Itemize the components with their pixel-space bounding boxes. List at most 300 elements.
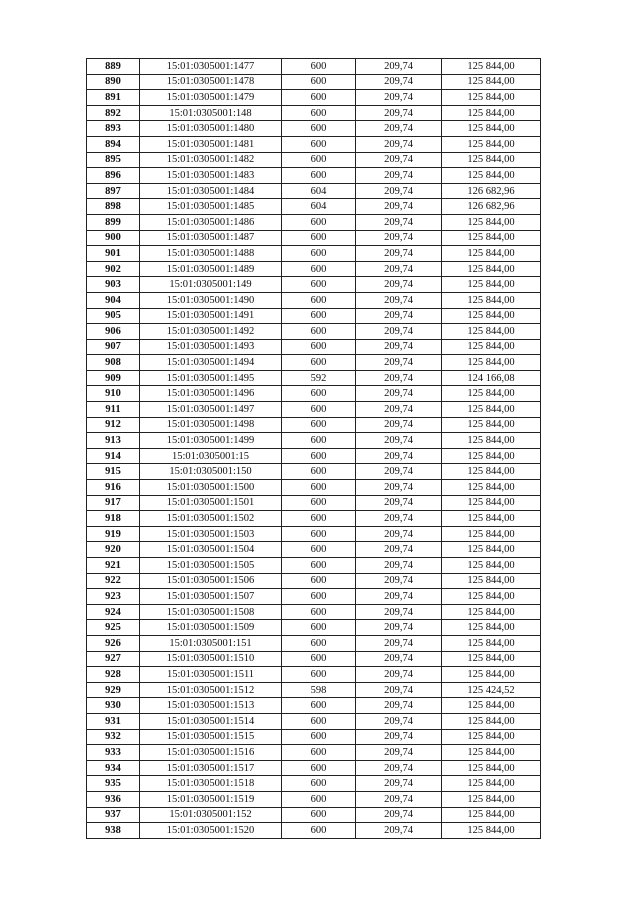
- area-value: 600: [282, 511, 356, 527]
- rate-value: 209,74: [356, 604, 442, 620]
- row-number: 899: [87, 214, 140, 230]
- cadastral-number: 15:01:0305001:1506: [140, 573, 282, 589]
- row-number: 919: [87, 526, 140, 542]
- cadastral-number: 15:01:0305001:1510: [140, 651, 282, 667]
- cost-value: 125 844,00: [442, 121, 541, 137]
- cadastral-number: 15:01:0305001:1486: [140, 214, 282, 230]
- row-number: 927: [87, 651, 140, 667]
- table-row: [87, 604, 541, 620]
- area-value: 600: [282, 74, 356, 90]
- area-value: 600: [282, 448, 356, 464]
- row-number: 901: [87, 246, 140, 262]
- table-row: [87, 199, 541, 215]
- cost-value: 125 844,00: [442, 230, 541, 246]
- table-row: [87, 542, 541, 558]
- rate-value: 209,74: [356, 105, 442, 121]
- row-number: 894: [87, 136, 140, 152]
- table-row: [87, 526, 541, 542]
- area-value: 600: [282, 417, 356, 433]
- cost-value: 125 844,00: [442, 464, 541, 480]
- row-number: 916: [87, 480, 140, 496]
- cost-value: 125 844,00: [442, 542, 541, 558]
- table-row: [87, 152, 541, 168]
- rate-value: 209,74: [356, 573, 442, 589]
- cost-value: 125 844,00: [442, 776, 541, 792]
- cadastral-number: 15:01:0305001:1499: [140, 433, 282, 449]
- rate-value: 209,74: [356, 760, 442, 776]
- area-value: 600: [282, 589, 356, 605]
- cost-value: 125 844,00: [442, 511, 541, 527]
- area-value: 600: [282, 464, 356, 480]
- cadastral-number: 15:01:0305001:1509: [140, 620, 282, 636]
- row-number: 890: [87, 74, 140, 90]
- cadastral-number: 15:01:0305001:1484: [140, 183, 282, 199]
- cadastral-number: 15:01:0305001:1477: [140, 59, 282, 75]
- rate-value: 209,74: [356, 59, 442, 75]
- cadastral-number: 15:01:0305001:150: [140, 464, 282, 480]
- cost-value: 125 844,00: [442, 526, 541, 542]
- rate-value: 209,74: [356, 417, 442, 433]
- rate-value: 209,74: [356, 152, 442, 168]
- cadastral-number: 15:01:0305001:1481: [140, 136, 282, 152]
- cadastral-number: 15:01:0305001:1497: [140, 402, 282, 418]
- rate-value: 209,74: [356, 292, 442, 308]
- cost-value: 125 844,00: [442, 214, 541, 230]
- row-number: 921: [87, 558, 140, 574]
- row-number: 896: [87, 168, 140, 184]
- cost-value: 125 844,00: [442, 339, 541, 355]
- area-value: 600: [282, 745, 356, 761]
- cost-value: 125 844,00: [442, 386, 541, 402]
- row-number: 893: [87, 121, 140, 137]
- row-number: 932: [87, 729, 140, 745]
- row-number: 937: [87, 807, 140, 823]
- area-value: 600: [282, 324, 356, 340]
- area-value: 600: [282, 246, 356, 262]
- area-value: 600: [282, 59, 356, 75]
- table-row: [87, 791, 541, 807]
- rate-value: 209,74: [356, 448, 442, 464]
- row-number: 900: [87, 230, 140, 246]
- row-number: 891: [87, 90, 140, 106]
- area-value: 604: [282, 199, 356, 215]
- cadastral-number: 15:01:0305001:1516: [140, 745, 282, 761]
- table-row: [87, 495, 541, 511]
- area-value: 600: [282, 651, 356, 667]
- cost-value: 125 844,00: [442, 635, 541, 651]
- cost-value: 125 844,00: [442, 324, 541, 340]
- cadastral-number: 15:01:0305001:1490: [140, 292, 282, 308]
- area-value: 600: [282, 105, 356, 121]
- rate-value: 209,74: [356, 402, 442, 418]
- rate-value: 209,74: [356, 339, 442, 355]
- rate-value: 209,74: [356, 386, 442, 402]
- rate-value: 209,74: [356, 214, 442, 230]
- table-row: [87, 667, 541, 683]
- table-row: [87, 589, 541, 605]
- row-number: 902: [87, 261, 140, 277]
- cadastral-number: 15:01:0305001:1494: [140, 355, 282, 371]
- cost-value: 126 682,96: [442, 183, 541, 199]
- table-row: [87, 74, 541, 90]
- area-value: 600: [282, 308, 356, 324]
- area-value: 592: [282, 370, 356, 386]
- cadastral-number: 15:01:0305001:1505: [140, 558, 282, 574]
- table-row: [87, 558, 541, 574]
- table-row: [87, 355, 541, 371]
- table-row: [87, 121, 541, 137]
- cost-value: 125 844,00: [442, 292, 541, 308]
- table-row: [87, 214, 541, 230]
- cost-value: 125 844,00: [442, 90, 541, 106]
- row-number: 928: [87, 667, 140, 683]
- area-value: 600: [282, 292, 356, 308]
- rate-value: 209,74: [356, 558, 442, 574]
- row-number: 931: [87, 713, 140, 729]
- cost-value: 125 844,00: [442, 558, 541, 574]
- cost-value: 125 844,00: [442, 152, 541, 168]
- row-number: 904: [87, 292, 140, 308]
- rate-value: 209,74: [356, 729, 442, 745]
- row-number: 925: [87, 620, 140, 636]
- cost-value: 125 844,00: [442, 791, 541, 807]
- area-value: 600: [282, 667, 356, 683]
- rate-value: 209,74: [356, 136, 442, 152]
- table-row: [87, 464, 541, 480]
- area-value: 600: [282, 635, 356, 651]
- row-number: 923: [87, 589, 140, 605]
- cost-value: 125 844,00: [442, 448, 541, 464]
- table-row: [87, 823, 541, 839]
- table-row: [87, 339, 541, 355]
- rate-value: 209,74: [356, 651, 442, 667]
- area-value: 604: [282, 183, 356, 199]
- area-value: 600: [282, 620, 356, 636]
- cadastral-number: 15:01:0305001:1479: [140, 90, 282, 106]
- row-number: 920: [87, 542, 140, 558]
- cost-value: 125 844,00: [442, 417, 541, 433]
- area-value: 600: [282, 791, 356, 807]
- area-value: 600: [282, 230, 356, 246]
- cost-value: 125 844,00: [442, 495, 541, 511]
- table-row: [87, 402, 541, 418]
- cadastral-number: 15:01:0305001:1491: [140, 308, 282, 324]
- table-row: [87, 370, 541, 386]
- row-number: 897: [87, 183, 140, 199]
- row-number: 926: [87, 635, 140, 651]
- rate-value: 209,74: [356, 464, 442, 480]
- rate-value: 209,74: [356, 370, 442, 386]
- table-row: [87, 682, 541, 698]
- row-number: 910: [87, 386, 140, 402]
- cadastral-number: 15:01:0305001:1513: [140, 698, 282, 714]
- rate-value: 209,74: [356, 698, 442, 714]
- area-value: 600: [282, 277, 356, 293]
- area-value: 600: [282, 760, 356, 776]
- cadastral-number: 15:01:0305001:1519: [140, 791, 282, 807]
- cadastral-number: 15:01:0305001:1478: [140, 74, 282, 90]
- table-row: [87, 635, 541, 651]
- rate-value: 209,74: [356, 355, 442, 371]
- cost-value: 125 844,00: [442, 402, 541, 418]
- row-number: 895: [87, 152, 140, 168]
- cadastral-number: 15:01:0305001:1517: [140, 760, 282, 776]
- table-row: [87, 807, 541, 823]
- table-row: [87, 417, 541, 433]
- cadastral-number: 15:01:0305001:1493: [140, 339, 282, 355]
- rate-value: 209,74: [356, 168, 442, 184]
- table-row: [87, 448, 541, 464]
- rate-value: 209,74: [356, 823, 442, 839]
- cadastral-number: 15:01:0305001:1489: [140, 261, 282, 277]
- cost-value: 125 844,00: [442, 136, 541, 152]
- area-value: 598: [282, 682, 356, 698]
- table-row: [87, 230, 541, 246]
- cost-value: 125 844,00: [442, 59, 541, 75]
- cost-value: 125 844,00: [442, 651, 541, 667]
- rate-value: 209,74: [356, 246, 442, 262]
- cost-value: 125 844,00: [442, 433, 541, 449]
- rate-value: 209,74: [356, 713, 442, 729]
- table-row: [87, 713, 541, 729]
- cadastral-number: 15:01:0305001:1512: [140, 682, 282, 698]
- row-number: 922: [87, 573, 140, 589]
- rate-value: 209,74: [356, 121, 442, 137]
- area-value: 600: [282, 823, 356, 839]
- cost-value: 125 844,00: [442, 261, 541, 277]
- row-number: 934: [87, 760, 140, 776]
- rate-value: 209,74: [356, 807, 442, 823]
- table-row: [87, 168, 541, 184]
- rate-value: 209,74: [356, 526, 442, 542]
- rate-value: 209,74: [356, 480, 442, 496]
- cost-value: 125 844,00: [442, 698, 541, 714]
- rate-value: 209,74: [356, 261, 442, 277]
- table-row: [87, 136, 541, 152]
- cadastral-number: 15:01:0305001:152: [140, 807, 282, 823]
- row-number: 908: [87, 355, 140, 371]
- row-number: 924: [87, 604, 140, 620]
- table-row: [87, 573, 541, 589]
- cost-value: 125 844,00: [442, 168, 541, 184]
- cadastral-number: 15:01:0305001:1503: [140, 526, 282, 542]
- cadastral-number: 15:01:0305001:1496: [140, 386, 282, 402]
- rate-value: 209,74: [356, 183, 442, 199]
- cost-value: 125 844,00: [442, 308, 541, 324]
- cadastral-number: 15:01:0305001:1492: [140, 324, 282, 340]
- cadastral-number: 15:01:0305001:1502: [140, 511, 282, 527]
- cadastral-number: 15:01:0305001:1487: [140, 230, 282, 246]
- rate-value: 209,74: [356, 589, 442, 605]
- row-number: 913: [87, 433, 140, 449]
- area-value: 600: [282, 713, 356, 729]
- table-row: [87, 760, 541, 776]
- row-number: 935: [87, 776, 140, 792]
- cadastral-number: 15:01:0305001:1488: [140, 246, 282, 262]
- cost-value: 125 844,00: [442, 620, 541, 636]
- row-number: 914: [87, 448, 140, 464]
- table-row: [87, 776, 541, 792]
- table-row: [87, 729, 541, 745]
- cadastral-number: 15:01:0305001:1507: [140, 589, 282, 605]
- row-number: 898: [87, 199, 140, 215]
- row-number: 903: [87, 277, 140, 293]
- rate-value: 209,74: [356, 230, 442, 246]
- row-number: 905: [87, 308, 140, 324]
- cost-value: 125 424,52: [442, 682, 541, 698]
- rate-value: 209,74: [356, 542, 442, 558]
- cadastral-number: 15:01:0305001:1500: [140, 480, 282, 496]
- area-value: 600: [282, 573, 356, 589]
- area-value: 600: [282, 480, 356, 496]
- area-value: 600: [282, 729, 356, 745]
- cadastral-number: 15:01:0305001:1518: [140, 776, 282, 792]
- cost-value: 125 844,00: [442, 729, 541, 745]
- table-row: [87, 511, 541, 527]
- row-number: 907: [87, 339, 140, 355]
- cost-value: 124 166,08: [442, 370, 541, 386]
- table-row: [87, 292, 541, 308]
- area-value: 600: [282, 604, 356, 620]
- cost-value: 125 844,00: [442, 277, 541, 293]
- cadastral-number: 15:01:0305001:1501: [140, 495, 282, 511]
- rate-value: 209,74: [356, 776, 442, 792]
- cadastral-number: 15:01:0305001:1511: [140, 667, 282, 683]
- area-value: 600: [282, 90, 356, 106]
- table-row: [87, 308, 541, 324]
- table-row: [87, 651, 541, 667]
- table-row: [87, 386, 541, 402]
- cost-value: 125 844,00: [442, 823, 541, 839]
- area-value: 600: [282, 526, 356, 542]
- rate-value: 209,74: [356, 324, 442, 340]
- cadastral-number: 15:01:0305001:1485: [140, 199, 282, 215]
- table-row: [87, 59, 541, 75]
- row-number: 929: [87, 682, 140, 698]
- cadastral-number: 15:01:0305001:149: [140, 277, 282, 293]
- table-row: [87, 698, 541, 714]
- cadastral-number: 15:01:0305001:1504: [140, 542, 282, 558]
- cost-value: 125 844,00: [442, 745, 541, 761]
- rate-value: 209,74: [356, 635, 442, 651]
- row-number: 933: [87, 745, 140, 761]
- rate-value: 209,74: [356, 791, 442, 807]
- cost-value: 125 844,00: [442, 713, 541, 729]
- cadastral-number: 15:01:0305001:1515: [140, 729, 282, 745]
- cadastral-number: 15:01:0305001:1495: [140, 370, 282, 386]
- row-number: 892: [87, 105, 140, 121]
- cost-value: 125 844,00: [442, 589, 541, 605]
- area-value: 600: [282, 152, 356, 168]
- area-value: 600: [282, 776, 356, 792]
- rate-value: 209,74: [356, 277, 442, 293]
- area-value: 600: [282, 402, 356, 418]
- cadastral-number: 15:01:0305001:1480: [140, 121, 282, 137]
- table-row: [87, 480, 541, 496]
- area-value: 600: [282, 542, 356, 558]
- row-number: 930: [87, 698, 140, 714]
- table-row: [87, 183, 541, 199]
- area-value: 600: [282, 807, 356, 823]
- cost-value: 125 844,00: [442, 573, 541, 589]
- row-number: 917: [87, 495, 140, 511]
- cadastral-number: 15:01:0305001:1498: [140, 417, 282, 433]
- cost-value: 125 844,00: [442, 105, 541, 121]
- row-number: 912: [87, 417, 140, 433]
- cost-value: 125 844,00: [442, 667, 541, 683]
- area-value: 600: [282, 136, 356, 152]
- cadastral-number: 15:01:0305001:151: [140, 635, 282, 651]
- cost-value: 126 682,96: [442, 199, 541, 215]
- table-row: [87, 745, 541, 761]
- row-number: 918: [87, 511, 140, 527]
- area-value: 600: [282, 261, 356, 277]
- area-value: 600: [282, 214, 356, 230]
- cadastral-table: [86, 58, 541, 839]
- row-number: 936: [87, 791, 140, 807]
- cost-value: 125 844,00: [442, 74, 541, 90]
- table-row: [87, 324, 541, 340]
- cost-value: 125 844,00: [442, 760, 541, 776]
- area-value: 600: [282, 386, 356, 402]
- cadastral-number: 15:01:0305001:1508: [140, 604, 282, 620]
- row-number: 938: [87, 823, 140, 839]
- rate-value: 209,74: [356, 495, 442, 511]
- table-row: [87, 433, 541, 449]
- area-value: 600: [282, 495, 356, 511]
- cadastral-number: 15:01:0305001:15: [140, 448, 282, 464]
- row-number: 909: [87, 370, 140, 386]
- area-value: 600: [282, 121, 356, 137]
- area-value: 600: [282, 168, 356, 184]
- row-number: 889: [87, 59, 140, 75]
- rate-value: 209,74: [356, 745, 442, 761]
- area-value: 600: [282, 355, 356, 371]
- table-row: [87, 277, 541, 293]
- cadastral-number: 15:01:0305001:148: [140, 105, 282, 121]
- cadastral-number: 15:01:0305001:1514: [140, 713, 282, 729]
- rate-value: 209,74: [356, 511, 442, 527]
- rate-value: 209,74: [356, 433, 442, 449]
- table-row: [87, 261, 541, 277]
- area-value: 600: [282, 433, 356, 449]
- rate-value: 209,74: [356, 308, 442, 324]
- cadastral-number: 15:01:0305001:1482: [140, 152, 282, 168]
- table-row: [87, 246, 541, 262]
- rate-value: 209,74: [356, 90, 442, 106]
- cost-value: 125 844,00: [442, 246, 541, 262]
- rate-value: 209,74: [356, 620, 442, 636]
- rate-value: 209,74: [356, 682, 442, 698]
- cost-value: 125 844,00: [442, 480, 541, 496]
- cadastral-number: 15:01:0305001:1483: [140, 168, 282, 184]
- row-number: 906: [87, 324, 140, 340]
- row-number: 911: [87, 402, 140, 418]
- cost-value: 125 844,00: [442, 807, 541, 823]
- table-body: [87, 59, 541, 839]
- row-number: 915: [87, 464, 140, 480]
- cost-value: 125 844,00: [442, 604, 541, 620]
- cadastral-number: 15:01:0305001:1520: [140, 823, 282, 839]
- rate-value: 209,74: [356, 199, 442, 215]
- table-row: [87, 105, 541, 121]
- table-row: [87, 620, 541, 636]
- rate-value: 209,74: [356, 74, 442, 90]
- area-value: 600: [282, 339, 356, 355]
- cost-value: 125 844,00: [442, 355, 541, 371]
- area-value: 600: [282, 558, 356, 574]
- area-value: 600: [282, 698, 356, 714]
